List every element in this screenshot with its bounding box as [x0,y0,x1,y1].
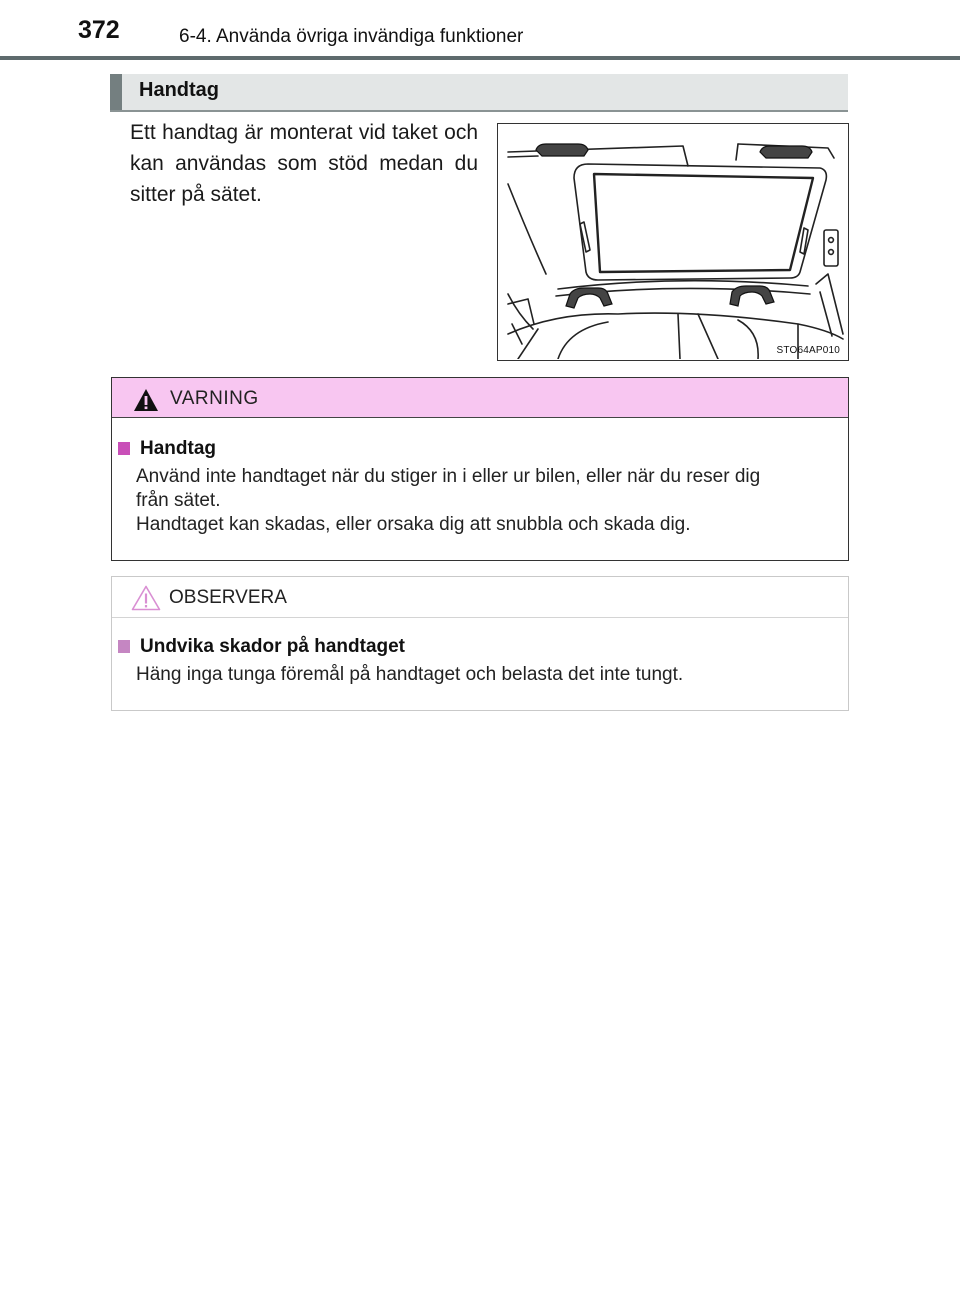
caution-header [112,577,848,618]
warning-item-title: Handtag [140,438,216,459]
roof-interior-drawing [498,124,847,359]
caution-triangle-icon [131,585,161,611]
section-underline [110,110,848,112]
square-bullet-icon [118,442,130,455]
intro-paragraph: Ett handtag är monterat vid taket och kan användas som stöd medan du sitter på sätet. [130,121,478,206]
caution-item-title: Undvika skador på handtaget [140,636,406,657]
section-heading-bar [110,74,848,110]
warning-label: VARNING [170,388,259,409]
grab-handle-illustration [497,123,849,361]
warning-line-2: från sätet. [136,490,221,511]
warning-box [111,377,849,561]
page-number: 372 [78,16,120,44]
warning-triangle-icon [133,388,159,412]
warning-header [112,378,848,418]
warning-line-1: Använd inte handtaget när du stiger in i eller ur bilen, eller när du reser dig [136,466,761,487]
section-title: Handtag [139,79,219,101]
page-header [0,0,960,60]
caution-text: Häng inga tunga föremål på handtaget och belasta det inte tungt. [136,664,684,685]
warning-line-3: Handtaget kan skadas, eller orsaka dig att snubbla och skada dig. [136,514,691,535]
square-bullet-icon [118,640,130,653]
caution-box [111,576,849,711]
header-rule [0,56,960,60]
caution-label: OBSERVERA [169,587,287,608]
figure-code: STO64AP010 [776,345,840,356]
chapter-title: 6-4. Använda övriga invändiga funktioner [179,26,524,47]
